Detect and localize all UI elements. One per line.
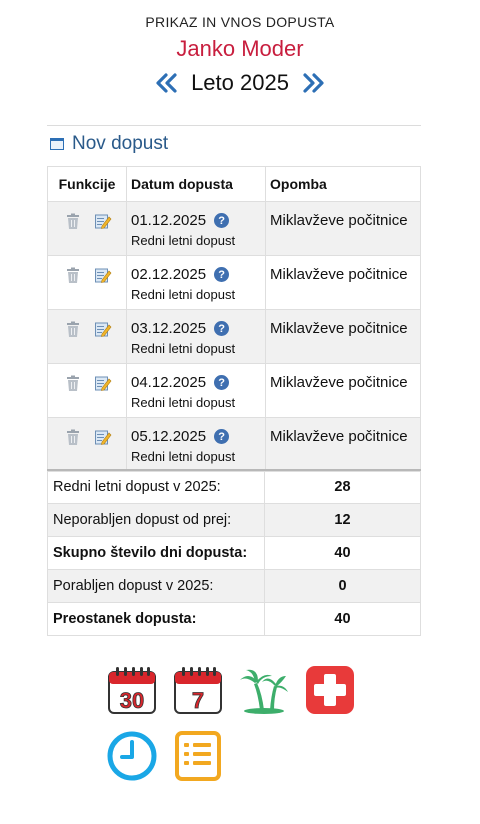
clock-icon[interactable] <box>106 730 158 782</box>
delete-icon[interactable] <box>64 320 82 338</box>
page-header <box>0 14 480 96</box>
table-row <box>48 202 421 256</box>
prev-year-icon[interactable] <box>155 73 179 93</box>
table-row <box>48 256 421 310</box>
summary-table <box>47 469 421 636</box>
calendar-month-number: 30 <box>119 688 145 713</box>
table-row <box>48 418 421 472</box>
functions-cell <box>48 256 127 310</box>
functions-cell <box>48 310 127 364</box>
edit-icon[interactable] <box>94 212 112 230</box>
summary-label: Neporabljen dopust od prej: <box>48 504 265 537</box>
summary-value: 40 <box>265 537 421 570</box>
help-icon[interactable]: ? <box>214 213 229 228</box>
summary-row <box>48 603 421 636</box>
leave-note: Miklavževe počitnice <box>270 428 408 445</box>
leave-note: Miklavževe počitnice <box>270 266 408 283</box>
summary-row <box>48 570 421 603</box>
summary-label: Porabljen dopust v 2025: <box>48 570 265 603</box>
edit-icon[interactable] <box>94 320 112 338</box>
leave-note: Miklavževe počitnice <box>270 212 408 229</box>
edit-icon[interactable] <box>94 374 112 392</box>
page-kicker: PRIKAZ IN VNOS DOPUSTA <box>145 14 335 30</box>
delete-icon[interactable] <box>64 374 82 392</box>
leave-type: Redni letni dopust <box>131 233 236 248</box>
leave-type: Redni letni dopust <box>131 395 236 410</box>
summary-value: 28 <box>265 470 421 504</box>
leave-type: Redni letni dopust <box>131 449 236 464</box>
summary-label: Preostanek dopusta: <box>48 603 265 636</box>
summary-label: Redni letni dopust v 2025: <box>48 470 265 504</box>
window-icon <box>50 138 64 150</box>
note-cell <box>266 418 421 472</box>
vacation-palm-icon[interactable] <box>238 664 290 716</box>
help-icon[interactable]: ? <box>214 375 229 390</box>
date-cell <box>127 310 266 364</box>
list-icon[interactable] <box>172 730 224 782</box>
leave-note: Miklavževe počitnice <box>270 320 408 337</box>
delete-icon[interactable] <box>64 266 82 284</box>
date-cell <box>127 202 266 256</box>
leave-type: Redni letni dopust <box>131 287 236 302</box>
col-note: Opomba <box>266 167 421 202</box>
summary-row <box>48 537 421 570</box>
note-cell <box>266 202 421 256</box>
col-functions: Funkcije <box>48 167 127 202</box>
divider <box>47 125 421 126</box>
bottom-icon-grid <box>106 664 366 796</box>
period-nav <box>0 70 480 96</box>
summary-row <box>48 504 421 537</box>
delete-icon[interactable] <box>64 212 82 230</box>
summary-row <box>48 470 421 504</box>
summary-value: 0 <box>265 570 421 603</box>
help-icon[interactable]: ? <box>214 429 229 444</box>
date-cell <box>127 364 266 418</box>
sick-leave-icon[interactable] <box>304 664 356 716</box>
help-icon[interactable]: ? <box>214 321 229 336</box>
table-header-row <box>48 167 421 202</box>
edit-icon[interactable] <box>94 266 112 284</box>
functions-cell <box>48 364 127 418</box>
calendar-month-icon[interactable] <box>106 664 158 716</box>
leave-date: 04.12.2025 <box>131 374 207 391</box>
summary-value: 40 <box>265 603 421 636</box>
summary-value: 12 <box>265 504 421 537</box>
leave-date: 01.12.2025 <box>131 212 207 229</box>
leave-date: 02.12.2025 <box>131 266 207 283</box>
calendar-week-icon[interactable] <box>172 664 224 716</box>
date-cell <box>127 256 266 310</box>
delete-icon[interactable] <box>64 428 82 446</box>
functions-cell <box>48 418 127 472</box>
leave-table <box>47 166 421 472</box>
table-row <box>48 364 421 418</box>
new-leave-label: Nov dopust <box>72 133 169 154</box>
leave-type: Redni letni dopust <box>131 341 236 356</box>
leave-date: 05.12.2025 <box>131 428 207 445</box>
date-cell <box>127 418 266 472</box>
edit-icon[interactable] <box>94 428 112 446</box>
period-label: Leto 2025 <box>191 70 289 95</box>
table-row <box>48 310 421 364</box>
new-leave-link[interactable] <box>50 133 168 155</box>
leave-note: Miklavževe počitnice <box>270 374 408 391</box>
note-cell <box>266 310 421 364</box>
calendar-week-number: 7 <box>191 688 205 713</box>
functions-cell <box>48 202 127 256</box>
leave-date: 03.12.2025 <box>131 320 207 337</box>
employee-name: Janko Moder <box>176 36 304 61</box>
help-icon[interactable]: ? <box>214 267 229 282</box>
next-year-icon[interactable] <box>301 73 325 93</box>
col-date: Datum dopusta <box>127 167 266 202</box>
summary-label: Skupno število dni dopusta: <box>48 537 265 570</box>
note-cell <box>266 364 421 418</box>
note-cell <box>266 256 421 310</box>
